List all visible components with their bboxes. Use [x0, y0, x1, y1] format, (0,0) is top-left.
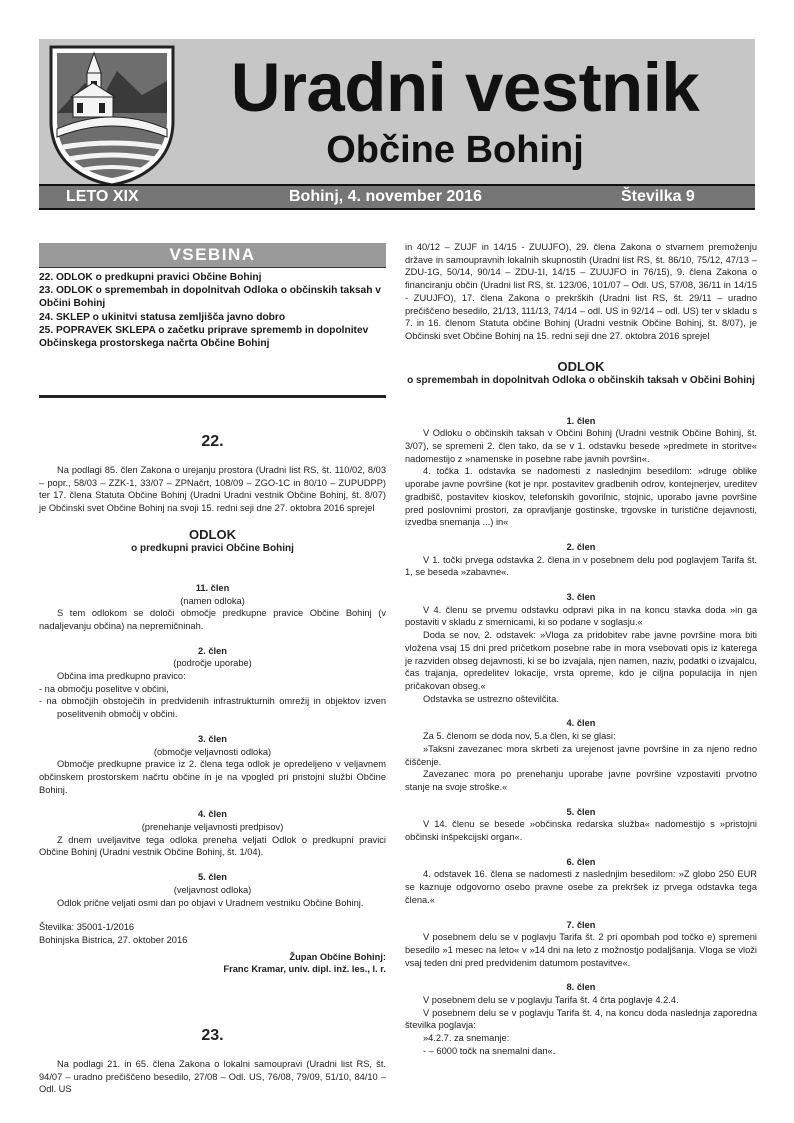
article-text: V 4. členu se prvemu odstavku odpravi pika in na koncu stavka doda »in ga postaviti v skladu z smernicami, ki so podane v soglasju.«: [405, 604, 757, 628]
article-text: V 1. točki prvega odstavka 2. člena in v posebnem delu pod poglavjem Tarifa št. 1, se beseda »zabavne«.: [405, 554, 757, 578]
article-subtitle: (veljavnost odloka): [173, 884, 252, 895]
issue-number: Številka 9: [621, 188, 695, 205]
list-item: - na območjih obstoječih in predvidenih infrastrukturnih omrežij in objektov izven poselitvenih območij v občini.: [39, 696, 386, 720]
article-title: 6. člen: [566, 856, 596, 867]
document-title: ODLOK: [189, 526, 236, 542]
article-text: »4.2.7. za snemanje:: [423, 1033, 510, 1044]
article-title: 5. člen: [198, 872, 227, 883]
article-title: 5. člen: [566, 806, 596, 817]
article-text: Z dnem uveljavitve tega odloka preneha veljati Odlok o predkupni pravici Občine Bohinj (Uradni vestnik Občine Bohinj, št. 1/04).: [39, 834, 386, 858]
signer-role: Župan Občine Bohinj:: [289, 951, 386, 962]
divider: [39, 395, 386, 398]
section-number: 23.: [201, 1027, 224, 1044]
right-column: [405, 241, 757, 1058]
document-subtitle: o spremembah in dopolnitvah Odloka o občinskih taksah v Občini Bohinj: [407, 374, 755, 386]
signer-name: Franc Kramar, univ. dipl. inž. les., l. r.: [223, 964, 386, 975]
place-date: Bohinjska Bistrica, 27. oktober 2016: [39, 934, 188, 945]
section-22: [39, 432, 386, 976]
article-text: S tem odlokom se določi območje predkupne pravice Občine Bohinj (v nadaljevanju občina) na nepremičninah.: [39, 608, 386, 631]
preamble: Na podlagi 21. in 65. člena Zakona o lokalni samoupravi (Uradni list RS, št. 94/07 – uradno prečiščeno besedilo, 27/08 – Odl. US, 76/08, 79/09, 51/10, 84/10 – Odl. US: [39, 1059, 386, 1095]
section-23: [39, 1026, 386, 1096]
toc-heading: VSEBINA: [39, 243, 386, 268]
article-text: V posebnem delu se v poglavju Tarifa št. 2 pri opombah pod točko e) spremeni besedilo »1 mesec na leto« v »14 dni na leto z možnostjo podaljšanja. Vloga se vloži vsaj teden dni pred predvidenim datumom postavitve«.: [405, 932, 757, 968]
issue-date: Bohinj, 4. november 2016: [289, 188, 482, 205]
article-text: Območje predkupne pravice iz 2. člena tega odlok je opredeljeno v veljavnem občinskem prostorskem načrtu občine in je na vpogled pri pristojni službi Občine Bohinj.: [39, 759, 386, 795]
document-subtitle: o predkupni pravici Občine Bohinj: [131, 542, 294, 554]
article-subtitle: (področje uporabe): [173, 658, 252, 669]
preamble-continued: in 40/12 – ZUJF in 14/15 - ZUUJFO), 29. člena Zakona o stvarnem premoženju države in samoupravnih lokalnih skupnostih (Uradni list RS, št. 86/10, 75/12, 47/13 – ZDU-1G, 50/14, 90/14 – ZDU-1I, 14/15 – ZUUJFO in 76/15), 9. člena Zakona o financiranju občin (Uradni list RS, št. 123/06, 101/07 – Odl. US, 57/08, 36/11 in 14/15 - ZUUJFO), 17. člena Zakona o prekrških (Uradni list RS, št. 29/11 – uradno prečiščeno besedilo, 21/13, 111/13, 74/14 – odl. US in 92/14 – odl. US) ter v skladu s 7. in 16. členom Statuta občine Bohinj (Uradni vestnik Občine Bohinj, št. 8/07), je Občinski svet Občine Bohinj na 15. redni seji dne 27. oktobra 2016 sprejel: [405, 242, 757, 341]
article-title: 7. člen: [566, 919, 596, 930]
article-text: V posebnem delu se v poglavju Tarifa št. 4, na koncu doda naslednja zaporedna številka poglavja:: [405, 1007, 757, 1031]
toc-item[interactable]: 22. ODLOK o predkupni pravici Občine Bohinj: [39, 272, 262, 283]
article-title: 1. člen: [566, 415, 596, 426]
article-title: 11. člen: [195, 582, 230, 593]
issue-year: LETO XIX: [66, 188, 139, 205]
article-title: 2. člen: [198, 645, 227, 656]
article-subtitle: (namen odloka): [180, 595, 245, 606]
article-title: 3. člen: [198, 733, 227, 744]
article-text: - – 6000 točk na snemalni dan«.: [423, 1045, 556, 1056]
toc-item[interactable]: 24. SKLEP o ukinitvi statusa zemljišča javno dobro: [39, 311, 286, 323]
article-text: 4. točka 1. odstavka se nadomesti z naslednjim besedilom: »druge oblike uporabe javne površine (kot je npr. postavitev gradbenih odrov, kontejnerjev, ureditev gradbišč, postavitev kioskov, telefonskih govorilnic, stojnic, uporabo javne površine pred poslovnimi prostori, za opravljanje gostinske, trgovske in turistične dejavnosti, izvedba snemanja ...) in«: [405, 466, 757, 528]
coat-of-arms-crest: [47, 43, 177, 188]
toc-item[interactable]: 23. ODLOK o spremembah in dopolnitvah Odloka o občinskih taksah v Občini Bohinj: [39, 285, 381, 310]
article-text: Doda se nov, 2. odstavek: »Vloga za pridobitev rabe javne površine mora biti vložena vsaj 15 dni pred pričetkom posebne rabe in mora vsebovati opis iz katerega je razviden obseg dejavnosti, ki se bo izvajala, njen namen, naziv, podatki o izvajalcu, čas trajanja, opredelitev lokacije, vrsta opreme, kdo je ciljna populacija in njen pričakovan obseg.«: [405, 630, 757, 691]
article-title: 8. člen: [566, 982, 596, 993]
article-text: Zavezanec mora po prenehanju uporabe javne površine vzpostaviti prvotno stanje na svoje stroške.«: [405, 769, 757, 792]
article-subtitle: (območje veljavnosti odloka): [153, 746, 272, 757]
preamble: Na podlagi 85. člen Zakona o urejanju prostora (Uradni list RS, št. 110/02, 8/03 – popr., 58/03 – ZZK-1, 33/07 – ZPNačrt, 108/09 – ZGO-1C in 80/10 – ZUPUDPP) ter 17. člena Statuta Občine Bohinj (Uradni Uradni vestnik Občine Bohinj, št. 8/07) je Občinski svet Občine Bohinj na svoji 15. redni seji dne 27. oktobra 2016 sprejel: [39, 465, 386, 514]
article-title: 2. člen: [566, 541, 596, 552]
article-text: Odstavka se ustrezno oštevilčita.: [423, 693, 559, 704]
article-title: 3. člen: [566, 592, 596, 603]
article-text: »Taksni zavezanec mora skrbeti za urejenost javne površine in za njeno redno čiščenje.: [405, 743, 757, 767]
publication-title: Uradni vestnik: [230, 49, 700, 126]
article-title: 4. člen: [198, 809, 227, 820]
toc-item[interactable]: 25. POPRAVEK SKLEPA o začetku priprave sprememb in dopolnitev Občinskega prostorskega načrta Občine Bohinj: [39, 324, 369, 350]
reference-number: Številka: 35001-1/2016: [39, 922, 135, 933]
article-text: V Odloku o občinskih taksah v Občini Bohinj (Uradni vestnik Občine Bohinj, št. 3/07), se spremeni 2. člen tako, da se v 1. odstavku besede »predmete in storitve« nadomestijo z »namenske in posebne rabe javnih površin«.: [405, 428, 757, 464]
document-title: ODLOK: [557, 358, 605, 374]
article-text: Odlok prične veljati osmi dan po objavi v Uradnem vestniku Občine Bohinj.: [57, 897, 364, 908]
article-text: 4. odstavek 16. člena se nadomesti z naslednjim besedilom: »Z globo 250 EUR se kaznuje odgovorno osebo pravne osebe za prekršek iz prvega odstavka tega člena.«: [405, 869, 757, 905]
article-text: V 14. členu se besede »občinska redarska služba« nadomestijo s »pristojni občinski inšpekcijski organ«.: [405, 819, 757, 843]
article-subtitle: (prenehanje veljavnosti predpisov): [141, 822, 284, 833]
issue-info-bar: [39, 184, 755, 210]
toc-box: [39, 243, 386, 350]
article-text: V posebnem delu se v poglavju Tarifa št. 4 črta poglavje 4.2.4.: [423, 995, 679, 1006]
article-title: 4. člen: [566, 718, 596, 729]
article-text: Za 5. členom se doda nov, 5.a člen, ki se glasi:: [423, 731, 616, 742]
article-text: Občina ima predkupno pravico:: [57, 671, 186, 682]
publication-subtitle: Občine Bohinj: [326, 129, 584, 171]
list-item: - na območju poselitve v občini,: [39, 683, 169, 694]
section-number: 22.: [201, 433, 224, 450]
